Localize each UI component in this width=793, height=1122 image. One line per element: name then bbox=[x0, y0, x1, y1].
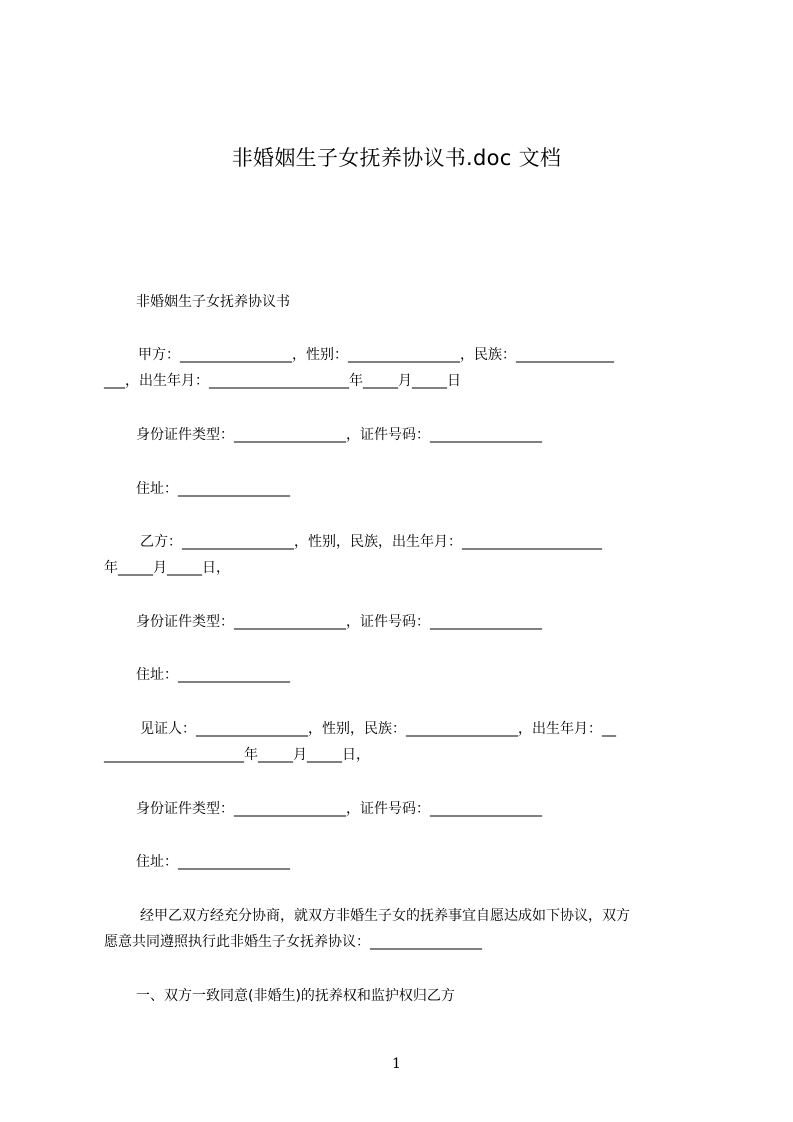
party-b-id-line: 身份证件类型：________________，证件号码：________________ bbox=[136, 614, 542, 630]
party-b-line-2: 年_____月_____日， bbox=[104, 560, 230, 576]
party-b-address: 住址：________________ bbox=[136, 667, 290, 683]
agreement-line-1: 经甲乙双方经充分协商，就双方非婚生子女的抚养事宜自愿达成如下协议，双方 bbox=[140, 908, 630, 924]
party-a-line-1: 甲方：________________，性别：________________，民族：______________ bbox=[138, 347, 614, 363]
party-a-line-2: ___，出生年月：____________________年_____月_____日 bbox=[104, 373, 461, 389]
witness-address: 住址：________________ bbox=[136, 854, 290, 870]
witness-line-1: 见证人：________________，性别，民族：________________，出生年月：__ bbox=[140, 721, 616, 737]
agreement-heading: 非婚姻生子女抚养协议书 bbox=[136, 294, 290, 310]
agreement-line-2: 愿意共同遵照执行此非婚生子女抚养协议：________________ bbox=[104, 934, 482, 950]
witness-id-line: 身份证件类型：________________，证件号码：________________ bbox=[136, 801, 542, 817]
witness-line-2: ____________________年_____月_____日， bbox=[104, 747, 370, 763]
party-a-id-line: 身份证件类型：________________，证件号码：________________ bbox=[136, 427, 542, 443]
document-title: 非婚姻生子女抚养协议书.doc 文档 bbox=[231, 146, 562, 170]
party-b-line-1: 乙方：________________，性别，民族，出生年月：____________________ bbox=[140, 534, 602, 550]
clause-1: 一、双方一致同意(非婚生)的抚养权和监护权归乙方 bbox=[136, 988, 455, 1004]
party-a-address: 住址：________________ bbox=[136, 481, 290, 497]
page-number: 1 bbox=[392, 1056, 401, 1072]
